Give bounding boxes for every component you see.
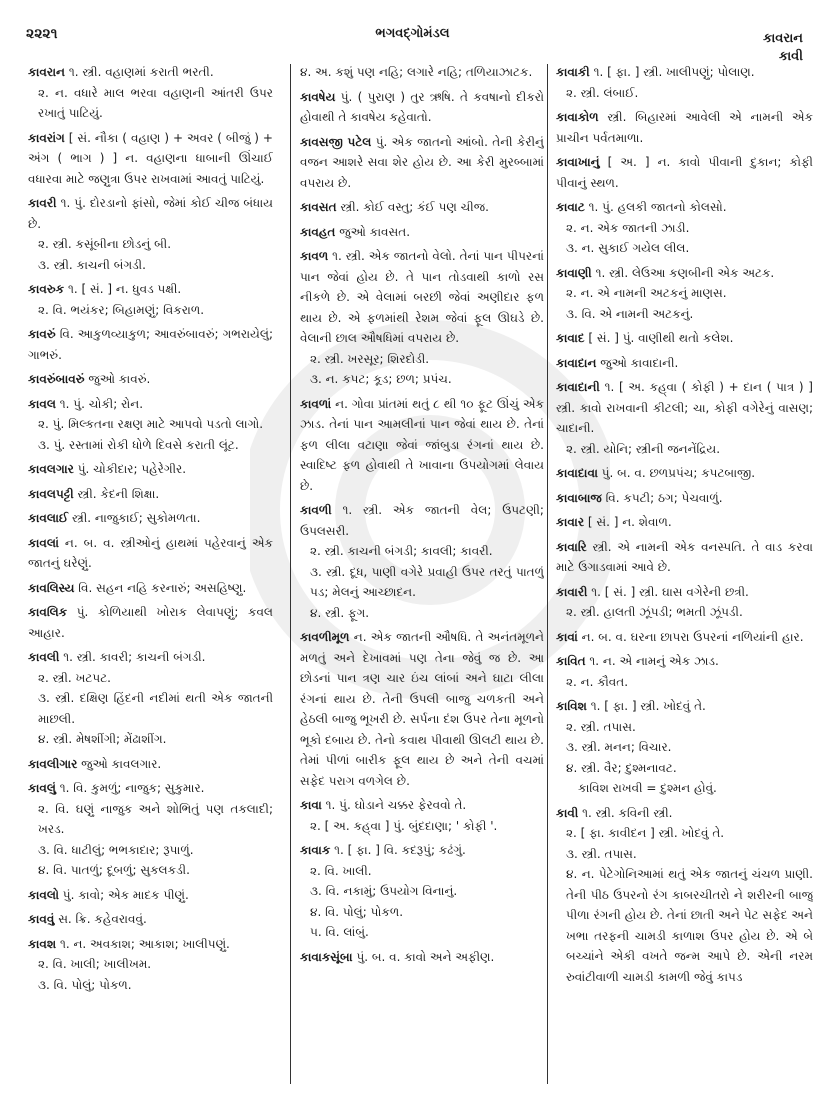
dictionary-columns bbox=[28, 62, 813, 1092]
entry-definition: [ અ. ] ન. કાવો પીવાની દુકાન; કોફી પીવાનું સ્થળ. bbox=[556, 155, 813, 190]
entry-sense: ૨. [ ફા. કાવીદન ] સ્ત્રી. ખોદવું તે. bbox=[566, 826, 725, 840]
entry-definition: ૧. [ સં. ] ન. ધુવડ પક્ષી. bbox=[68, 282, 182, 296]
entry-sense: ૩. સ્ત્રી. દૂધ, પાણી વગેરે પ્રવાહી ઉપર તરતું પાતળું પડ; મેલનું આચ્છાદન. bbox=[310, 564, 544, 599]
entry-sense: ૨. ન. કૌવત. bbox=[566, 674, 629, 689]
entry-headword: કાવાર bbox=[556, 515, 585, 529]
entry-headword: કાવલીગાર bbox=[28, 756, 78, 771]
entry-definition: [ સં. ] પું. વાણીથી થતો કલેશ. bbox=[588, 331, 734, 345]
entry-sense: ૪. વિ. પાતળું; દૂબળું; સુકલકડી. bbox=[38, 863, 190, 877]
entry-headword: કાવિશ bbox=[556, 699, 587, 713]
entry-sense: ૨. વિ. ખાલી; ખાલીખમ. bbox=[38, 957, 152, 971]
entry-headword: કાવલી bbox=[28, 650, 60, 664]
dictionary-entry bbox=[556, 627, 813, 648]
entry-sense: ૩. ન. સુકાઈ ગયેલ લીલ. bbox=[566, 241, 690, 255]
entry-sense: ૨. [ અ. કહ્‌વા ] પું. બુંદદાણા; ' કોફી '. bbox=[310, 818, 498, 833]
entry-headword: કાવાદાન bbox=[556, 355, 597, 370]
entry-definition: ન. ગોવા પ્રાંતમાં થતું ૮ થી ૧૦ ફૂટ ઊંચું એક ઝાડ. તેનાં પાન આમલીનાં પાન જેવાં થાય છે. તેનાં ફળ લીલા વટાણા જેવાં જાંબુડા રંગનાં થાય છે. સ્વાદિષ્ટ ફળ હોવાથી તે ખાવાના ઉપયોગમાં લેવાય છે. bbox=[300, 396, 544, 493]
entry-sense: ૨. સ્ત્રી. ખટપટ. bbox=[38, 670, 111, 685]
dictionary-entry bbox=[300, 840, 544, 943]
dictionary-entry bbox=[28, 394, 273, 456]
entry-sense: ૨. સ્ત્રી. હાલતી ઝૂંપડી; ભમતી ઝૂંપડી. bbox=[566, 605, 743, 619]
entry-sense: ૨. સ્ત્રી. તપાસ. bbox=[566, 719, 636, 734]
entry-definition: પું. બ. વ. છળપ્રપંચ; કપટબાજી. bbox=[601, 466, 756, 480]
entry-headword: કાવળીમૂળ bbox=[300, 630, 350, 644]
entry-sense: ૩. સ્ત્રી. તપાસ. bbox=[566, 846, 637, 861]
dictionary-entry bbox=[28, 754, 273, 775]
entry-definition: ૧. [ સં. ] સ્ત્રી. ઘાસ વગેરેની છત્રી. bbox=[591, 584, 749, 599]
entry-sense: ૩. પું. રસ્તામાં રોકી ધોળે દિવસે કરાતી લૂંટ. bbox=[38, 437, 239, 452]
entry-definition: ૧. સ્ત્રી. એક જાતનો વેલો. તેનાં પાન પીપરનાં પાન જેવાં હોય છે. તે પાન તોડવાથી કાળો રસ નીકળે છે. એ વેલામાં બરછી જેવાં અણીદાર ફળ થાય છે. એ ફળમાંથી રેશમ જેવાં ફૂલ ઊઘડે છે. વેલાની છાલ ઔષધિમાં વપરાય છે. bbox=[300, 249, 544, 345]
entry-definition: સ. ક્રિ. કહેવરાવવું. bbox=[58, 912, 147, 926]
entry-headword: કાવાદાવા bbox=[556, 466, 598, 480]
entry-definition: પું. કોળિયાથી ખોરાક લેવાપણું; કવલ આહાર. bbox=[28, 605, 273, 640]
entry-sense: ૨. વિ. ઘણું નાજુક અને શોભિતું પણ તકલાદી; ખરડ. bbox=[38, 801, 273, 836]
entry-sense: ૨. સ્ત્રી. કાચની બંગડી; કાવલી; કાવરી. bbox=[310, 544, 493, 558]
entry-definition: ૧. સ્ત્રી. વહાણમાં કરાતી ભરતી. bbox=[68, 65, 214, 79]
entry-headword: કાવસજી પટેલ bbox=[300, 134, 372, 149]
book-title: ભગવદ્ગોમંડલ bbox=[375, 26, 450, 41]
entry-definition: પું. ચોકીદાર; પહેરેગીર. bbox=[77, 462, 187, 476]
entry-headword: કાવા bbox=[300, 798, 322, 812]
entry-headword: કાવાકી bbox=[556, 65, 590, 79]
dictionary-entry bbox=[300, 222, 544, 243]
dictionary-entry bbox=[28, 602, 273, 643]
dictionary-entry bbox=[28, 533, 273, 574]
dictionary-entry bbox=[28, 885, 273, 906]
entry-definition: સ્ત્રી. કોઈ વસ્તુ; કંઈ પણ ચીજ. bbox=[340, 200, 489, 214]
entry-headword: કાવહત bbox=[300, 224, 336, 239]
entry-headword: કાવી bbox=[556, 805, 579, 820]
entry-headword: કાવરાંગ bbox=[28, 130, 65, 145]
entry-headword: કાવસત bbox=[300, 200, 337, 214]
guide-word-first: કાવરાન bbox=[762, 31, 803, 46]
entry-sense: ૩. વિ. નકામું; ઉપયોગ વિનાનું. bbox=[310, 884, 458, 898]
entry-headword: કાવાદાની bbox=[556, 380, 600, 394]
entry-headword: કાવરુક bbox=[28, 282, 65, 296]
entry-definition: જુઓ કાવરું. bbox=[88, 372, 151, 386]
dictionary-entry bbox=[300, 795, 544, 836]
page-number: ૨૨૨૧ bbox=[26, 26, 58, 42]
entry-sense: ૨. વિ. ભયંકર; બિહામણું; વિકરાળ. bbox=[38, 302, 205, 317]
column-3 bbox=[556, 62, 813, 1082]
entry-definition: [ સં. ] ન. શેવાળ. bbox=[587, 515, 672, 529]
entry-definition: પું. કાવો; એક માદક પીણું. bbox=[62, 887, 189, 902]
dictionary-entry bbox=[556, 62, 813, 103]
entry-sense: ૪. સ્ત્રી. વૈર; દુશ્મનાવટ. bbox=[566, 760, 677, 775]
entry-definition: વિ. આકુળવ્યાકુળ; આવરુંબાવરું; ગભરાયેલું; ગાભરું. bbox=[28, 327, 273, 362]
dictionary-entry bbox=[556, 353, 813, 374]
entry-definition: ૧. પું. ચોકી; રોન. bbox=[59, 396, 144, 411]
entry-sense: ૪. ન. પેટેગોનિઆમાં થતું એક જાતનું ચંચળ પ્રાણી. તેની પીઠ ઉપરનો રંગ કાબરચીતરો ને શરીરની બાજુ પીળા રંગની હોય છે. તેનાં છાતી અને પેટ સફેદ અને ખભા તરફની ચામડી કાળાશ ઉપર હોય છે. એ બે બચ્ચાંને એકી વખતે જન્મ આપે છે. એની નરમ રુવાંટીવાળી ચામડી કામળી જેવું કાપડ bbox=[566, 867, 813, 984]
entry-definition: ૧. પું. દોરડાનો ફાંસો, જેમાં કોઈ ચીજ બંધાય છે. bbox=[28, 196, 273, 231]
dictionary-entry bbox=[28, 459, 273, 480]
entry-definition: ૧. સ્ત્રી. લેઉઆ કણબીની એક અટક. bbox=[595, 265, 775, 280]
dictionary-entry bbox=[556, 582, 813, 623]
dictionary-entry bbox=[28, 193, 273, 275]
entry-headword: કાવિત bbox=[556, 654, 586, 668]
entry-sense: ૪. વિ. પોલું; પોકળ. bbox=[310, 904, 404, 919]
entry-headword: કાવાકસૂંબા bbox=[300, 949, 353, 964]
entry-definition: વિ. કપટી; ઠગ; પેચવાળું. bbox=[605, 490, 723, 505]
entry-headword: કાવવું bbox=[28, 912, 55, 926]
entry-headword: કાવળાં bbox=[300, 396, 332, 411]
entry-headword: કાવાણી bbox=[556, 265, 592, 280]
dictionary-entry bbox=[28, 778, 273, 881]
dictionary-entry bbox=[28, 934, 273, 996]
entry-sense: ૨. સ્ત્રી. લંબાઈ. bbox=[566, 85, 639, 100]
entry-headword: કાવલપટ્ટી bbox=[28, 486, 74, 501]
entry-headword: કાવલિસ્ય bbox=[28, 580, 75, 595]
entry-definition: પું. એક જાતનો આંબો. તેની કેરીનું વજન આશરે સવા શેર હોય છે. આ કેરી મુરબ્બામાં વપરાય છે. bbox=[300, 134, 544, 190]
entry-sense: ૩. સ્ત્રી. મનન; વિચાર. bbox=[566, 740, 672, 754]
entry-sense: ૨. ન. એક જાતની ઝાડી. bbox=[566, 220, 690, 235]
entry-headword: કાવાક bbox=[300, 843, 331, 857]
entry-sense: ૨. સ્ત્રી. ખરસૂર; શિરદોડી. bbox=[310, 351, 430, 366]
dictionary-entry bbox=[556, 463, 813, 484]
entry-definition: પું. બ. વ. કાવો અને અફીણ. bbox=[356, 949, 495, 964]
entry-sense: ૪. સ્ત્રી. ફૂગ. bbox=[310, 605, 370, 620]
entry-headword: કાવલિક bbox=[28, 605, 68, 619]
entry-sense: ૩. વિ. પોલું; પોકળ. bbox=[38, 977, 132, 992]
entry-headword: કાવાકોળ bbox=[556, 110, 599, 124]
dictionary-entry bbox=[28, 647, 273, 750]
entry-headword: કાવારિ bbox=[556, 539, 587, 554]
entry-headword: કાવલ bbox=[28, 396, 56, 411]
entry-definition: ૧. [ ફા. ] સ્ત્રી. ખાલીપણું; પોલાણ. bbox=[593, 65, 755, 79]
dictionary-entry bbox=[556, 537, 813, 578]
dictionary-entry bbox=[28, 484, 273, 505]
entry-sense: ૫. વિ. લાંબું. bbox=[310, 925, 369, 939]
entry-definition: ૪. અ. કશું પણ નહિ; લગારે નહિ; તળિયાઝાટક. bbox=[300, 65, 533, 79]
column-2 bbox=[300, 62, 544, 1082]
entry-definition: [ સં. નૌકા ( વહાણ ) + અવર ( બીજું ) + અંગ ( ભાગ ) ] ન. વહાણના ધાબાની ઊંચાઈ વધારવા માટે જણુત્રા ઉપર રાખવામાં આવતું પાટિયું. bbox=[28, 130, 273, 186]
dictionary-entry bbox=[300, 627, 544, 791]
column-1 bbox=[28, 62, 273, 1082]
entry-headword: કાવલો bbox=[28, 887, 59, 902]
guide-word-last: કાવી bbox=[778, 49, 803, 64]
entry-definition: જુઓ કાવસત. bbox=[339, 224, 411, 239]
entry-definition: ન. એક જાતની ઔષધિ. તે અનંતમૂળને મળતું અને દેખાવમાં પણ તેના જેવું જ છે. આ છોડનાં પાન ત્રણ ચાર ઇંચ લાંબાં અને ઘાટા લીલા રંગનાં થાય છે. તેની ઉપલી બાજુ ચળકતી અને હેઠલી બાજુ ભૂખરી છે. સર્પના દંશ ઉપર તેના મૂળનો ભૂકો દબાય છે. તેનો કવાથ પીવાથી ઊલટી થાય છે. તેમાં પીળાં બારીક ફૂલ થાય છે અને તેની વચમાં સફેદ પરાગ વળગેલ છે. bbox=[300, 630, 544, 788]
entry-headword: કાવાદ bbox=[556, 331, 585, 345]
page-header bbox=[0, 0, 825, 64]
dictionary-entry bbox=[300, 394, 544, 497]
entry-headword: કાવરાન bbox=[28, 65, 65, 79]
entry-definition: જુઓ કાવલગાર. bbox=[81, 756, 162, 771]
entry-definition: ૧. સ્ત્રી. કવિની સ્ત્રી. bbox=[582, 805, 673, 820]
entry-sense: ૪. સ્ત્રી. મેષશીંગી; મેંઢાશીંગ. bbox=[38, 732, 167, 746]
dictionary-entry bbox=[556, 696, 813, 799]
guide-words bbox=[763, 30, 803, 66]
entry-definition: ૧. સ્ત્રી. કાવરી; કાચની બંગડી. bbox=[63, 650, 206, 664]
dictionary-entry bbox=[556, 107, 813, 148]
entry-headword: કાવરી bbox=[28, 196, 57, 210]
entry-headword: કાવાખાનું bbox=[556, 155, 600, 169]
column-divider bbox=[547, 64, 548, 1084]
entry-sense: ૩. સ્ત્રી. દક્ષિણ હિંદની નદીમાં થતી એક જાતની માછલી. bbox=[38, 691, 273, 726]
entry-definition: ૧. વિ. કુમળું; નાજુક; સુકુમાર. bbox=[59, 781, 205, 795]
entry-definition: સ્ત્રી. કેદની શિક્ષા. bbox=[77, 486, 160, 501]
entry-definition: સ્ત્રી. એ નામની એક વનસ્પતિ. તે વાડ કરવા માટે ઉગાડવામાં આવે છે. bbox=[556, 539, 813, 574]
entry-sense: ૩. સ્ત્રી. કાચની બંગડી. bbox=[38, 257, 146, 272]
entry-sense: ૩. વિ. એ નામની અટકનું. bbox=[566, 306, 694, 321]
dictionary-entry bbox=[556, 377, 813, 459]
entry-headword: કાવારી bbox=[556, 584, 588, 599]
entry-sense: ૨. વિ. ખાલી. bbox=[310, 863, 372, 878]
entry-sense: ૨. સ્ત્રી. કસૂંબીના છોડનું બી. bbox=[38, 237, 172, 251]
dictionary-entry bbox=[556, 803, 813, 988]
dictionary-entry bbox=[556, 263, 813, 325]
dictionary-entry bbox=[556, 651, 813, 692]
entry-sense: ૨. ન. વધારે માલ ભરવા વહાણની આંતરી ઉપર રખાતું પાટિયું. bbox=[38, 85, 273, 120]
dictionary-entry bbox=[28, 62, 273, 124]
entry-definition: સ્ત્રી. નાજુકાઈ; સુકોમળતા. bbox=[72, 511, 201, 525]
entry-definition: ૧. [ અ. કહ્‌વા ( કોફી ) + દાન ( પાત્ર ) ] સ્ત્રી. કાવો રાખવાની કીટલી; ચા, કોફી વગેરેનું વાસણ; ચાદાની. bbox=[556, 380, 813, 435]
entry-definition: ૧. પું. ઘોડાને ચક્કર ફેરવવો તે. bbox=[325, 798, 467, 812]
entry-headword: કાવાબાજ bbox=[556, 490, 602, 505]
entry-headword: કાવાં bbox=[556, 629, 578, 644]
entry-definition: વિ. સહન નહિ કરનારું; અસહિષ્ણુ. bbox=[78, 580, 247, 595]
dictionary-entry bbox=[300, 87, 544, 128]
entry-definition: સ્ત્રી. બિહારમાં આવેલી એ નામની એક પ્રાચીન પર્વતમાળા. bbox=[556, 110, 813, 145]
dictionary-entry bbox=[556, 488, 813, 509]
entry-headword: કાવશ bbox=[28, 936, 57, 951]
dictionary-entry bbox=[28, 369, 273, 390]
entry-definition: જુઓ કાવાદાની. bbox=[600, 355, 679, 370]
entry-headword: કાવલગાર bbox=[28, 462, 74, 476]
entry-definition: ૧. [ ફા. ] વિ. કદરૂપું; કઢંગું. bbox=[334, 843, 466, 857]
dictionary-entry bbox=[28, 909, 273, 930]
entry-headword: કાવલાં bbox=[28, 535, 59, 550]
dictionary-entry bbox=[28, 279, 273, 320]
entry-definition: ન. બ. વ. ઘરના છાપરા ઉપરનાં નળિયાંની હાર. bbox=[581, 629, 804, 644]
entry-headword: કાવલાઈ bbox=[28, 511, 69, 525]
dictionary-entry bbox=[28, 578, 273, 599]
dictionary-entry bbox=[28, 128, 273, 190]
entry-headword: કાવળ bbox=[300, 249, 329, 263]
entry-headword: કાવરુંબાવરું bbox=[28, 372, 85, 386]
entry-idiom: કાવિશ રાખવી = દુશ્મન હોવું. bbox=[578, 781, 717, 795]
entry-sense: ૨. ન. એ નામની અટકનું માણસ. bbox=[566, 286, 727, 300]
dictionary-entry bbox=[300, 132, 544, 194]
entry-definition: ૧. પું. હલકી જાતનો કોલસો. bbox=[588, 200, 727, 214]
dictionary-entry bbox=[28, 324, 273, 365]
dictionary-entry bbox=[28, 508, 273, 529]
dictionary-entry bbox=[300, 197, 544, 218]
dictionary-entry bbox=[300, 246, 544, 390]
dictionary-entry bbox=[300, 500, 544, 623]
entry-headword: કાવરું bbox=[28, 327, 56, 341]
entry-definition: ન. બ. વ. સ્ત્રીઓનું હાથમાં પહેરવાનું એક જાતનું ઘરેણું. bbox=[28, 535, 273, 570]
entry-definition: ૧. સ્ત્રી. એક જાતની વેલ; ઉપટણી; ઉપલસરી. bbox=[300, 503, 544, 538]
dictionary-entry bbox=[556, 512, 813, 533]
entry-sense: ૩. ન. કપટ; કૂડ; છળ; પ્રપંચ. bbox=[310, 372, 452, 386]
dictionary-entry bbox=[300, 947, 544, 968]
entry-headword: કાવલું bbox=[28, 781, 56, 795]
entry-sense: ૩. વિ. ધાટીલું; ભભકાદાર; રૂપાળું. bbox=[38, 842, 194, 857]
entry-definition: ૧. ન. એ નામનું એક ઝાડ. bbox=[589, 654, 719, 668]
column-divider bbox=[290, 64, 291, 1084]
dictionary-entry bbox=[300, 62, 544, 83]
entry-headword: કાવાટ bbox=[556, 200, 585, 214]
entry-definition: ૧. [ ફા. ] સ્ત્રી. ખોદવું તે. bbox=[590, 699, 706, 713]
entry-definition: પું. ( પુરાણ ) તુર ઋષિ. તે કવષાનો દીકરો હોવાથી તે કાવષેય કહેવાતો. bbox=[300, 89, 544, 124]
entry-sense: ૨. પું. મિલ્કતના રક્ષણ માટે આપવો પડતો લાગો. bbox=[38, 417, 264, 431]
dictionary-entry bbox=[556, 197, 813, 259]
entry-headword: કાવષેય bbox=[300, 89, 336, 104]
dictionary-entry bbox=[556, 328, 813, 349]
entry-headword: કાવળી bbox=[300, 503, 332, 517]
entry-sense: ૨. સ્ત્રી. યોનિ; સ્ત્રીની જનનેંદ્રિય. bbox=[566, 441, 721, 456]
dictionary-entry bbox=[556, 152, 813, 193]
entry-definition: ૧. ન. અવકાશ; આકાશ; ખાલીપણું. bbox=[59, 936, 230, 951]
